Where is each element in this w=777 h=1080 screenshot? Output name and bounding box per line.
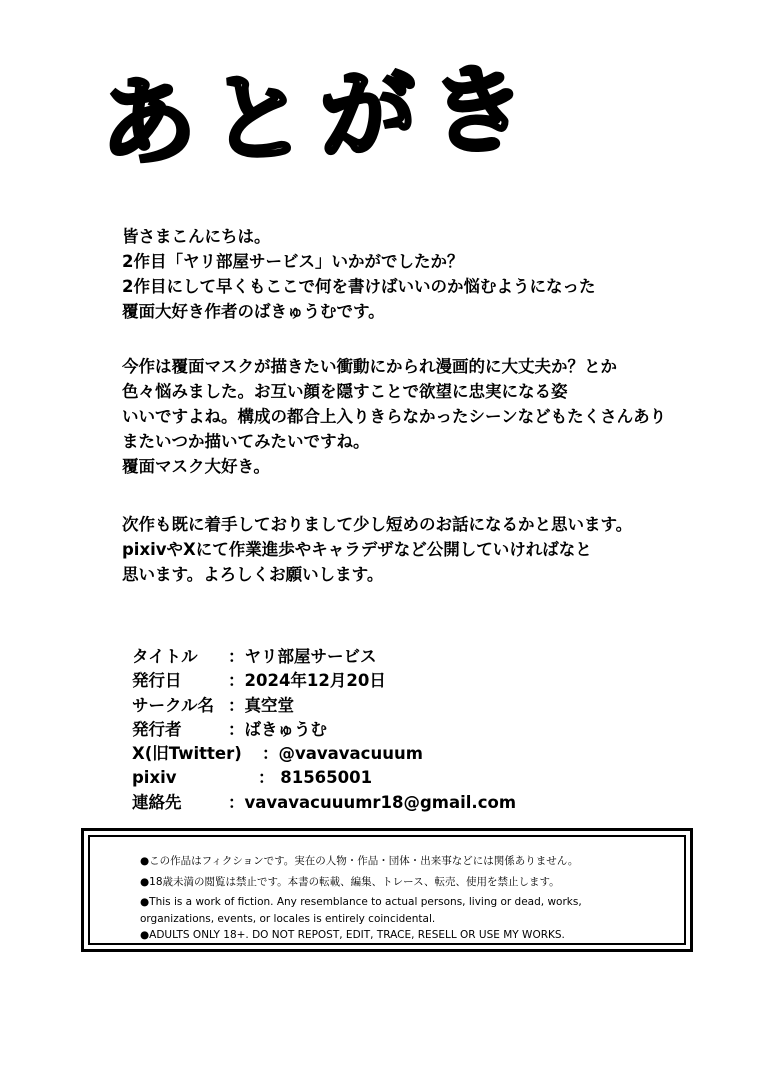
paragraph-greeting (122, 224, 682, 324)
credit-value: ：@vavavacuuum (262, 744, 423, 764)
paragraph-line: 皆さまこんにちは。 (122, 227, 271, 246)
paragraph-line: 今作は覆面マスクが描きたい衝動にかられ漫画的に大丈夫か？とか (122, 357, 617, 376)
notice-box-inner (88, 835, 686, 945)
paragraph-line: 覆面マスク大好き。 (122, 457, 270, 476)
paragraph-line: いいですよね。構成の都合上入りきらなかったシーンなどもたくさんあり (122, 407, 667, 426)
paragraph-line: 2作目「ヤリ部屋サービス」いかがでしたか？ (122, 252, 464, 271)
paragraph-line: 思います。よろしくお願いします。 (122, 565, 384, 584)
paragraph-line: 色々悩みました。お互い顔を隠すことで欲望に忠実になる姿 (122, 382, 568, 401)
notice-line-fiction-en: ●This is a work of fiction. Any resemblance to actual persons, living or dead, works, (140, 896, 582, 908)
paragraph-line: 覆面大好き作者のばきゅうむです。 (122, 302, 385, 321)
credit-value: ：ヤリ部屋サービス (228, 647, 377, 666)
credit-label: 発行者 (132, 719, 182, 739)
notice-line-adults-jp: ●18歳未満の閲覧は禁止です。本書の転載、編集、トレース、転売、使用を禁止します。 (140, 875, 560, 888)
credit-label: 発行日 (132, 671, 182, 691)
credit-value: ：2024年12月20日 (228, 671, 386, 691)
notice-line-fiction-en-cont: organizations, events, or locales is entirely coincidental. (140, 912, 436, 925)
paragraph-next-work (122, 512, 682, 587)
credit-value: ： 81565001 (258, 768, 373, 788)
paragraph-line: pixivやXにて作業進歩やキャラデザなど公開していければなと (122, 540, 592, 559)
credit-label: サークル名 (132, 695, 215, 715)
notice-box (81, 828, 693, 952)
credit-value: ：ばきゅうむ (228, 719, 327, 739)
paragraph-about-work (122, 354, 682, 479)
credit-value: ：vavavacuuumr18@gmail.com (228, 792, 517, 812)
notice-line-adults-en: ●ADULTS ONLY 18+. DO NOT REPOST, EDIT, TRACE, RESELL OR USE MY WORKS. (140, 929, 565, 941)
paragraph-line: またいつか描いてみたいですね。 (122, 432, 370, 451)
notice-line-fiction-jp: ●この作品はフィクションです。実在の人物・作品・団体・出来事などには関係ありません。 (140, 855, 579, 867)
credit-label: pixiv (132, 768, 177, 788)
credit-label: タイトル (132, 647, 198, 666)
credit-value: ：真空堂 (228, 695, 294, 715)
credit-label: 連絡先 (132, 792, 182, 812)
afterword-heading: あとがき (98, 52, 542, 181)
paragraph-line: 次作も既に着手しておりまして少し短めのお話になるかと思います。 (122, 515, 633, 534)
paragraph-line: 2作目にして早くもここで何を書けばいいのか悩むようになった (122, 277, 596, 296)
credit-label: X(旧Twitter) (132, 744, 242, 764)
